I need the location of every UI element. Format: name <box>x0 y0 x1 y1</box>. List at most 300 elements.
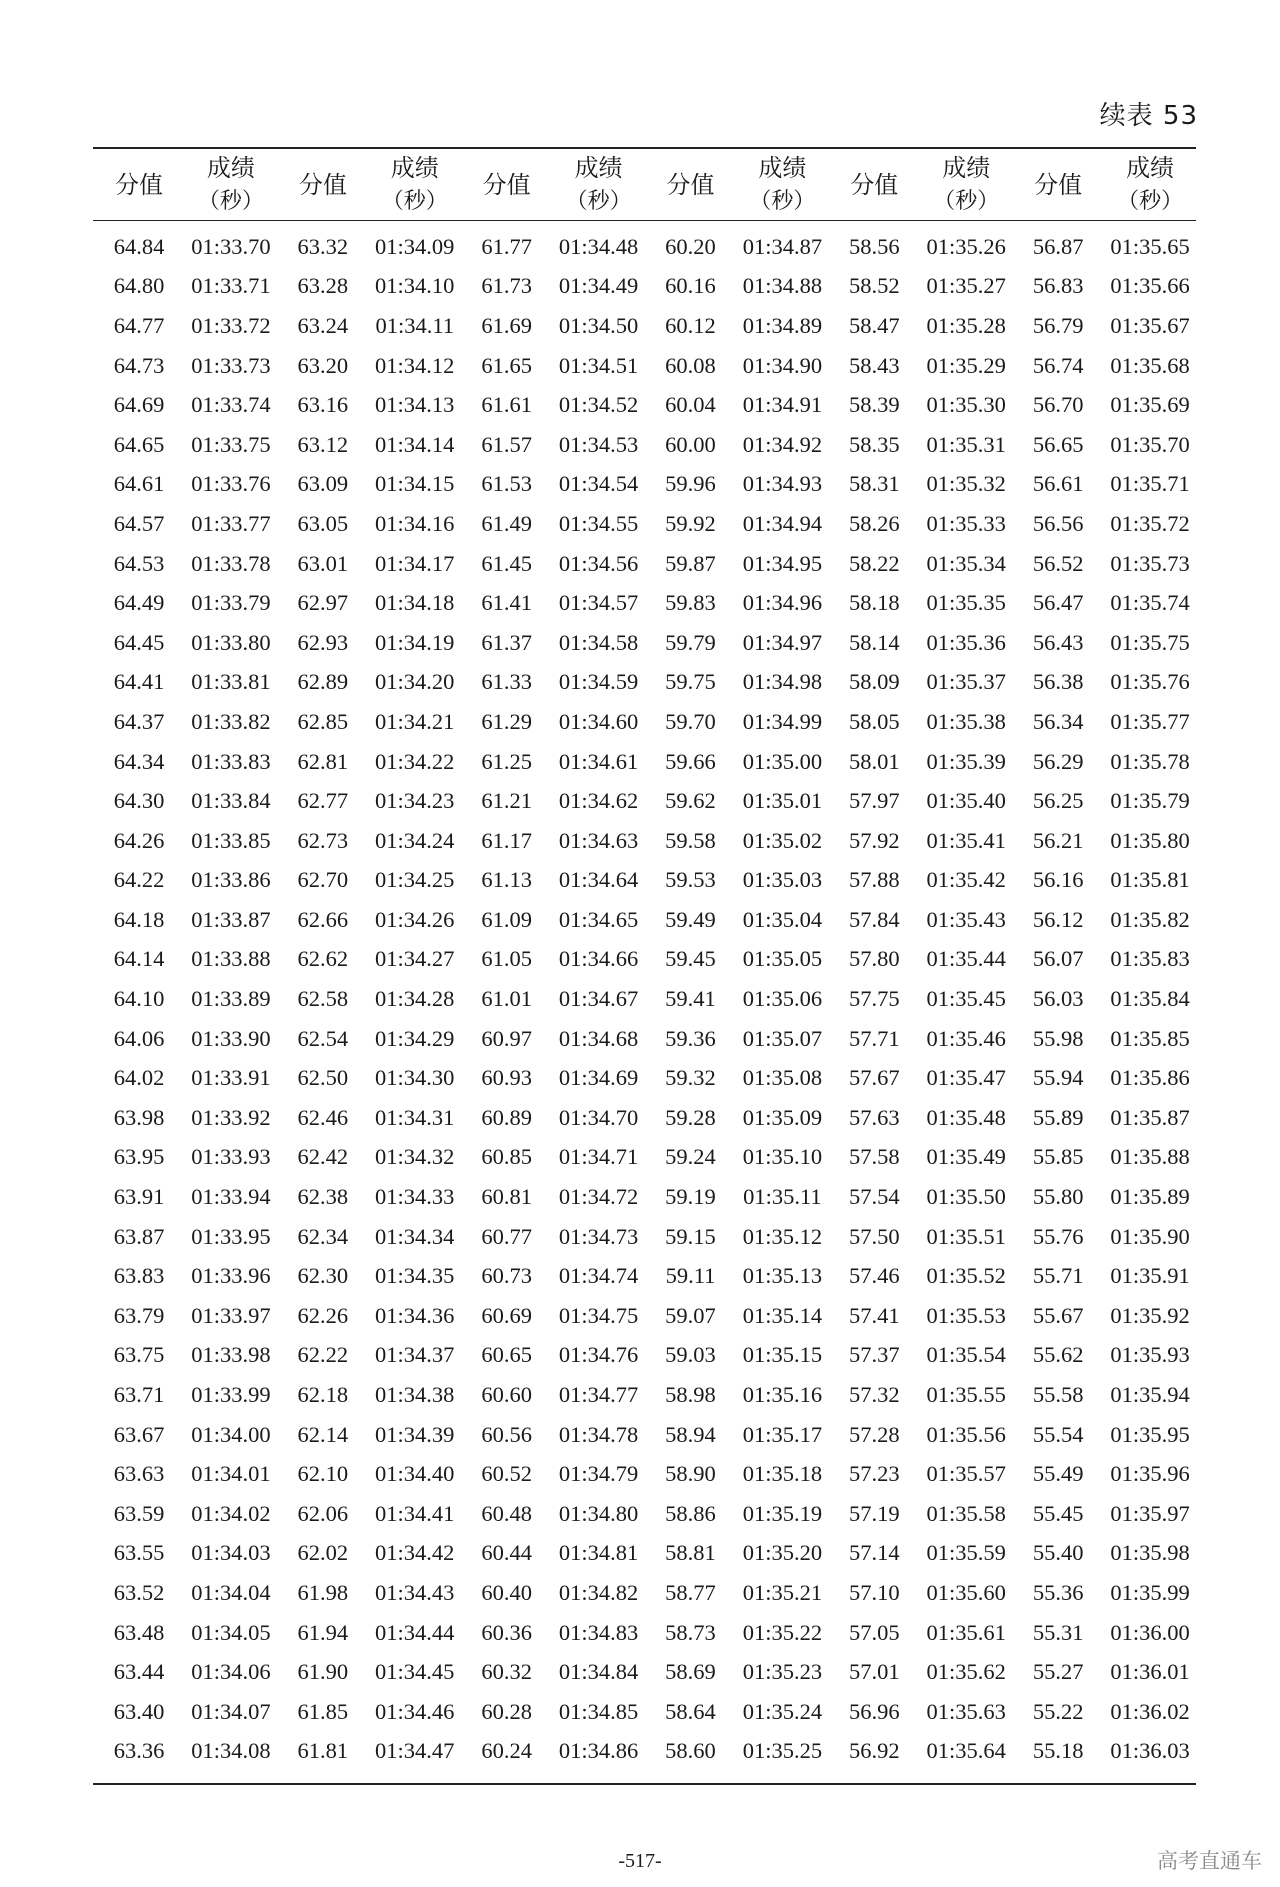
result-cell: 01:34.78 <box>558 1421 639 1447</box>
result-cell: 01:35.64 <box>926 1738 1006 1764</box>
result-cell: 01:35.73 <box>1110 550 1190 576</box>
result-cell: 01:34.50 <box>558 312 639 338</box>
result-cell: 01:33.73 <box>191 352 271 378</box>
result-cell: 01:34.69 <box>558 1065 639 1091</box>
header-score: 分值 <box>666 170 715 199</box>
table-row <box>93 221 1196 267</box>
table-row <box>93 940 1196 980</box>
score-cell: 60.89 <box>481 1104 532 1130</box>
score-cell: 63.28 <box>297 273 349 299</box>
score-cell: 59.62 <box>665 788 716 814</box>
score-cell: 62.42 <box>297 1144 349 1170</box>
score-cell: 59.87 <box>665 550 716 576</box>
score-cell: 57.19 <box>849 1500 900 1526</box>
result-cell: 01:35.42 <box>926 867 1006 893</box>
result-cell: 01:33.87 <box>191 906 271 932</box>
score-cell: 56.65 <box>1032 431 1084 457</box>
result-cell: 01:35.69 <box>1110 392 1190 418</box>
result-cell: 01:34.89 <box>742 312 823 338</box>
score-cell: 62.34 <box>297 1223 349 1249</box>
score-cell: 55.71 <box>1032 1263 1084 1289</box>
result-cell: 01:35.81 <box>1110 867 1190 893</box>
result-cell: 01:35.84 <box>1110 986 1190 1012</box>
result-cell: 01:35.56 <box>926 1421 1006 1447</box>
score-cell: 56.38 <box>1032 669 1084 695</box>
result-cell: 01:35.98 <box>1110 1540 1190 1566</box>
score-cell: 64.22 <box>113 867 165 893</box>
result-cell: 01:35.94 <box>1110 1382 1190 1408</box>
result-cell: 01:34.23 <box>375 788 455 814</box>
result-cell: 01:35.60 <box>926 1579 1006 1605</box>
score-cell: 61.29 <box>481 708 532 734</box>
result-cell: 01:35.54 <box>926 1342 1006 1368</box>
result-cell: 01:35.25 <box>742 1738 823 1764</box>
score-cell: 60.00 <box>665 431 716 457</box>
result-cell: 01:34.29 <box>375 1025 455 1051</box>
score-cell: 56.34 <box>1032 708 1084 734</box>
score-cell: 61.98 <box>297 1579 349 1605</box>
score-cell: 60.69 <box>481 1302 532 1328</box>
score-cell: 62.14 <box>297 1421 349 1447</box>
table-row <box>93 1098 1196 1138</box>
table-row <box>93 1256 1196 1296</box>
result-cell: 01:35.80 <box>1110 827 1190 853</box>
score-cell: 57.54 <box>849 1184 900 1210</box>
table-body <box>93 221 1196 1785</box>
result-cell: 01:33.93 <box>191 1144 271 1170</box>
result-cell: 01:35.65 <box>1110 233 1190 259</box>
score-cell: 63.59 <box>113 1500 165 1526</box>
table-row <box>93 1375 1196 1415</box>
score-cell: 56.07 <box>1032 946 1084 972</box>
score-cell: 58.09 <box>849 669 900 695</box>
score-cell: 60.32 <box>481 1659 532 1685</box>
result-cell: 01:35.95 <box>1110 1421 1190 1447</box>
score-cell: 63.20 <box>297 352 349 378</box>
score-cell: 57.58 <box>849 1144 900 1170</box>
result-cell: 01:34.08 <box>191 1738 271 1764</box>
score-cell: 57.32 <box>849 1382 900 1408</box>
score-cell: 58.60 <box>665 1738 716 1764</box>
score-cell: 55.58 <box>1032 1382 1084 1408</box>
result-cell: 01:34.14 <box>375 431 455 457</box>
result-cell: 01:33.78 <box>191 550 271 576</box>
result-cell: 01:35.59 <box>926 1540 1006 1566</box>
result-cell: 01:35.24 <box>742 1698 823 1724</box>
score-cell: 55.76 <box>1032 1223 1084 1249</box>
score-cell: 62.02 <box>297 1540 349 1566</box>
result-cell: 01:34.11 <box>375 312 455 338</box>
header-result-unit: （秒） <box>565 188 632 214</box>
table-row <box>93 821 1196 861</box>
score-cell: 64.06 <box>113 1025 165 1051</box>
score-cell: 61.65 <box>481 352 532 378</box>
table-row <box>93 1732 1196 1785</box>
score-cell: 57.01 <box>849 1659 900 1685</box>
score-cell: 63.79 <box>113 1302 165 1328</box>
score-cell: 58.01 <box>849 748 900 774</box>
score-cell: 61.05 <box>481 946 532 972</box>
score-cell: 61.49 <box>481 510 532 536</box>
score-cell: 60.08 <box>665 352 716 378</box>
score-cell: 62.70 <box>297 867 349 893</box>
score-cell: 59.11 <box>665 1263 716 1289</box>
score-cell: 59.70 <box>665 708 716 734</box>
score-cell: 55.45 <box>1032 1500 1084 1526</box>
table-row <box>93 346 1196 386</box>
score-cell: 57.28 <box>849 1421 900 1447</box>
header-result-unit: （秒） <box>933 188 1000 214</box>
score-cell: 59.36 <box>665 1025 716 1051</box>
table-row <box>93 583 1196 623</box>
score-cell: 59.58 <box>665 827 716 853</box>
result-cell: 01:35.85 <box>1110 1025 1190 1051</box>
result-cell: 01:35.78 <box>1110 748 1190 774</box>
header-result <box>553 148 645 221</box>
score-cell: 58.22 <box>849 550 900 576</box>
result-cell: 01:34.45 <box>375 1659 455 1685</box>
score-cell: 60.40 <box>481 1579 532 1605</box>
header-result-label: 成绩 <box>390 153 439 182</box>
result-cell: 01:36.02 <box>1110 1698 1190 1724</box>
result-cell: 01:33.91 <box>191 1065 271 1091</box>
table-row <box>93 1613 1196 1653</box>
score-cell: 64.73 <box>113 352 165 378</box>
table-row <box>93 504 1196 544</box>
result-cell: 01:35.72 <box>1110 510 1190 536</box>
result-cell: 01:34.05 <box>191 1619 271 1645</box>
score-cell: 60.36 <box>481 1619 532 1645</box>
result-cell: 01:35.45 <box>926 986 1006 1012</box>
score-cell: 58.39 <box>849 392 900 418</box>
score-cell: 61.90 <box>297 1659 349 1685</box>
result-cell: 01:33.74 <box>191 392 271 418</box>
score-cell: 63.52 <box>113 1579 165 1605</box>
result-cell: 01:34.26 <box>375 906 455 932</box>
result-cell: 01:35.57 <box>926 1461 1006 1487</box>
result-cell: 01:35.61 <box>926 1619 1006 1645</box>
score-table-container <box>93 147 1196 1785</box>
score-cell: 59.28 <box>665 1104 716 1130</box>
score-cell: 62.10 <box>297 1461 349 1487</box>
score-cell: 56.56 <box>1032 510 1084 536</box>
result-cell: 01:35.12 <box>742 1223 823 1249</box>
result-cell: 01:34.56 <box>558 550 639 576</box>
score-cell: 57.10 <box>849 1579 900 1605</box>
result-cell: 01:34.59 <box>558 669 639 695</box>
score-cell: 58.98 <box>665 1382 716 1408</box>
header-result <box>185 148 277 221</box>
result-cell: 01:35.52 <box>926 1263 1006 1289</box>
score-cell: 60.48 <box>481 1500 532 1526</box>
score-cell: 61.57 <box>481 431 532 457</box>
result-cell: 01:34.97 <box>742 629 823 655</box>
table-row <box>93 1138 1196 1178</box>
score-cell: 60.65 <box>481 1342 532 1368</box>
result-cell: 01:34.92 <box>742 431 823 457</box>
score-cell: 63.95 <box>113 1144 165 1170</box>
result-cell: 01:33.98 <box>191 1342 271 1368</box>
result-cell: 01:35.66 <box>1110 273 1190 299</box>
score-cell: 55.31 <box>1032 1619 1084 1645</box>
result-cell: 01:34.90 <box>742 352 823 378</box>
score-cell: 62.97 <box>297 590 349 616</box>
result-cell: 01:34.49 <box>558 273 639 299</box>
score-cell: 56.47 <box>1032 590 1084 616</box>
result-cell: 01:35.39 <box>926 748 1006 774</box>
score-cell: 61.25 <box>481 748 532 774</box>
score-cell: 63.12 <box>297 431 349 457</box>
result-cell: 01:35.51 <box>926 1223 1006 1249</box>
header-result-label: 成绩 <box>1126 153 1175 182</box>
header-result-label: 成绩 <box>942 153 991 182</box>
score-cell: 59.24 <box>665 1144 716 1170</box>
result-cell: 01:35.75 <box>1110 629 1190 655</box>
result-cell: 01:34.17 <box>375 550 455 576</box>
header-result-label: 成绩 <box>758 153 807 182</box>
table-row <box>93 1336 1196 1376</box>
result-cell: 01:34.20 <box>375 669 455 695</box>
score-cell: 57.23 <box>849 1461 900 1487</box>
result-cell: 01:34.63 <box>558 827 639 853</box>
result-cell: 01:34.70 <box>558 1104 639 1130</box>
score-cell: 60.28 <box>481 1698 532 1724</box>
result-cell: 01:34.10 <box>375 273 455 299</box>
table-row <box>93 1296 1196 1336</box>
result-cell: 01:35.91 <box>1110 1263 1190 1289</box>
score-cell: 61.45 <box>481 550 532 576</box>
result-cell: 01:34.31 <box>375 1104 455 1130</box>
header-row <box>93 148 1196 221</box>
result-cell: 01:34.18 <box>375 590 455 616</box>
score-cell: 57.46 <box>849 1263 900 1289</box>
score-cell: 62.46 <box>297 1104 349 1130</box>
result-cell: 01:35.07 <box>742 1025 823 1051</box>
score-cell: 64.30 <box>113 788 165 814</box>
score-cell: 57.67 <box>849 1065 900 1091</box>
result-cell: 01:34.76 <box>558 1342 639 1368</box>
result-cell: 01:34.91 <box>742 392 823 418</box>
score-cell: 55.89 <box>1032 1104 1084 1130</box>
score-cell: 58.43 <box>849 352 900 378</box>
score-cell: 59.49 <box>665 906 716 932</box>
score-cell: 63.24 <box>297 312 349 338</box>
score-cell: 61.37 <box>481 629 532 655</box>
score-cell: 61.41 <box>481 590 532 616</box>
result-cell: 01:33.84 <box>191 788 271 814</box>
result-cell: 01:34.30 <box>375 1065 455 1091</box>
result-cell: 01:35.01 <box>742 788 823 814</box>
score-cell: 59.07 <box>665 1302 716 1328</box>
result-cell: 01:34.85 <box>558 1698 639 1724</box>
score-cell: 60.60 <box>481 1382 532 1408</box>
result-cell: 01:35.20 <box>742 1540 823 1566</box>
score-cell: 63.83 <box>113 1263 165 1289</box>
result-cell: 01:34.72 <box>558 1184 639 1210</box>
result-cell: 01:33.80 <box>191 629 271 655</box>
result-cell: 01:35.36 <box>926 629 1006 655</box>
result-cell: 01:33.82 <box>191 708 271 734</box>
result-cell: 01:35.35 <box>926 590 1006 616</box>
result-cell: 01:34.28 <box>375 986 455 1012</box>
header-score: 分值 <box>482 170 531 199</box>
table-row <box>93 1177 1196 1217</box>
score-cell: 58.52 <box>849 273 900 299</box>
score-cell: 63.71 <box>113 1382 165 1408</box>
score-cell: 59.45 <box>665 946 716 972</box>
result-cell: 01:35.90 <box>1110 1223 1190 1249</box>
score-cell: 63.36 <box>113 1738 165 1764</box>
score-cell: 58.56 <box>849 233 900 259</box>
score-cell: 60.20 <box>665 233 716 259</box>
score-cell: 62.73 <box>297 827 349 853</box>
score-cell: 59.19 <box>665 1184 716 1210</box>
score-cell: 57.92 <box>849 827 900 853</box>
result-cell: 01:34.62 <box>558 788 639 814</box>
result-cell: 01:35.88 <box>1110 1144 1190 1170</box>
result-cell: 01:35.38 <box>926 708 1006 734</box>
result-cell: 01:35.49 <box>926 1144 1006 1170</box>
result-cell: 01:35.79 <box>1110 788 1190 814</box>
result-cell: 01:35.47 <box>926 1065 1006 1091</box>
result-cell: 01:35.16 <box>742 1382 823 1408</box>
score-cell: 55.36 <box>1032 1579 1084 1605</box>
result-cell: 01:34.13 <box>375 392 455 418</box>
result-cell: 01:34.67 <box>558 986 639 1012</box>
result-cell: 01:34.54 <box>558 471 639 497</box>
table-row <box>93 1454 1196 1494</box>
score-cell: 64.69 <box>113 392 165 418</box>
score-cell: 60.52 <box>481 1461 532 1487</box>
score-cell: 60.04 <box>665 392 716 418</box>
score-cell: 60.73 <box>481 1263 532 1289</box>
score-cell: 63.16 <box>297 392 349 418</box>
header-result <box>736 148 828 221</box>
result-cell: 01:33.89 <box>191 986 271 1012</box>
result-cell: 01:34.40 <box>375 1461 455 1487</box>
score-cell: 55.40 <box>1032 1540 1084 1566</box>
score-cell: 56.74 <box>1032 352 1084 378</box>
score-cell: 56.03 <box>1032 986 1084 1012</box>
result-cell: 01:34.15 <box>375 471 455 497</box>
result-cell: 01:33.72 <box>191 312 271 338</box>
score-cell: 58.90 <box>665 1461 716 1487</box>
result-cell: 01:34.77 <box>558 1382 639 1408</box>
score-cell: 63.32 <box>297 233 349 259</box>
result-cell: 01:34.42 <box>375 1540 455 1566</box>
score-cell: 55.62 <box>1032 1342 1084 1368</box>
result-cell: 01:35.15 <box>742 1342 823 1368</box>
score-cell: 61.13 <box>481 867 532 893</box>
score-cell: 62.77 <box>297 788 349 814</box>
score-cell: 56.29 <box>1032 748 1084 774</box>
score-cell: 60.93 <box>481 1065 532 1091</box>
score-cell: 63.67 <box>113 1421 165 1447</box>
score-cell: 55.98 <box>1032 1025 1084 1051</box>
score-cell: 63.40 <box>113 1698 165 1724</box>
result-cell: 01:34.46 <box>375 1698 455 1724</box>
result-cell: 01:35.05 <box>742 946 823 972</box>
score-table <box>93 147 1196 1785</box>
result-cell: 01:35.43 <box>926 906 1006 932</box>
score-cell: 58.31 <box>849 471 900 497</box>
score-cell: 58.64 <box>665 1698 716 1724</box>
result-cell: 01:34.35 <box>375 1263 455 1289</box>
score-cell: 61.53 <box>481 471 532 497</box>
result-cell: 01:35.58 <box>926 1500 1006 1526</box>
score-cell: 63.48 <box>113 1619 165 1645</box>
score-cell: 61.94 <box>297 1619 349 1645</box>
score-cell: 64.84 <box>113 233 165 259</box>
table-row <box>93 1534 1196 1574</box>
result-cell: 01:33.71 <box>191 273 271 299</box>
result-cell: 01:34.00 <box>191 1421 271 1447</box>
score-cell: 62.54 <box>297 1025 349 1051</box>
score-cell: 62.50 <box>297 1065 349 1091</box>
result-cell: 01:35.21 <box>742 1579 823 1605</box>
score-cell: 57.71 <box>849 1025 900 1051</box>
result-cell: 01:34.38 <box>375 1382 455 1408</box>
score-cell: 62.93 <box>297 629 349 655</box>
result-cell: 01:33.92 <box>191 1104 271 1130</box>
result-cell: 01:34.61 <box>558 748 639 774</box>
header-result-unit: （秒） <box>1117 188 1184 214</box>
result-cell: 01:34.95 <box>742 550 823 576</box>
result-cell: 01:34.34 <box>375 1223 455 1249</box>
score-cell: 64.53 <box>113 550 165 576</box>
score-cell: 61.85 <box>297 1698 349 1724</box>
result-cell: 01:35.18 <box>742 1461 823 1487</box>
header-score: 分值 <box>850 170 899 199</box>
result-cell: 01:35.02 <box>742 827 823 853</box>
result-cell: 01:35.31 <box>926 431 1006 457</box>
score-cell: 60.56 <box>481 1421 532 1447</box>
score-cell: 62.26 <box>297 1302 349 1328</box>
score-cell: 56.16 <box>1032 867 1084 893</box>
score-cell: 60.97 <box>481 1025 532 1051</box>
result-cell: 01:35.86 <box>1110 1065 1190 1091</box>
result-cell: 01:35.67 <box>1110 312 1190 338</box>
result-cell: 01:35.83 <box>1110 946 1190 972</box>
score-cell: 64.57 <box>113 510 165 536</box>
score-cell: 64.61 <box>113 471 165 497</box>
result-cell: 01:34.44 <box>375 1619 455 1645</box>
score-cell: 59.96 <box>665 471 716 497</box>
result-cell: 01:34.51 <box>558 352 639 378</box>
score-cell: 55.18 <box>1032 1738 1084 1764</box>
score-cell: 55.27 <box>1032 1659 1084 1685</box>
score-cell: 57.14 <box>849 1540 900 1566</box>
result-cell: 01:33.95 <box>191 1223 271 1249</box>
result-cell: 01:34.55 <box>558 510 639 536</box>
result-cell: 01:35.04 <box>742 906 823 932</box>
header-score: 分值 <box>1034 170 1083 199</box>
result-cell: 01:35.71 <box>1110 471 1190 497</box>
result-cell: 01:35.77 <box>1110 708 1190 734</box>
header-score: 分值 <box>298 170 347 199</box>
result-cell: 01:35.46 <box>926 1025 1006 1051</box>
result-cell: 01:34.96 <box>742 590 823 616</box>
result-cell: 01:34.66 <box>558 946 639 972</box>
score-cell: 63.87 <box>113 1223 165 1249</box>
result-cell: 01:33.97 <box>191 1302 271 1328</box>
result-cell: 01:34.07 <box>191 1698 271 1724</box>
result-cell: 01:34.93 <box>742 471 823 497</box>
score-cell: 57.41 <box>849 1302 900 1328</box>
result-cell: 01:34.47 <box>375 1738 455 1764</box>
result-cell: 01:35.93 <box>1110 1342 1190 1368</box>
score-cell: 55.67 <box>1032 1302 1084 1328</box>
